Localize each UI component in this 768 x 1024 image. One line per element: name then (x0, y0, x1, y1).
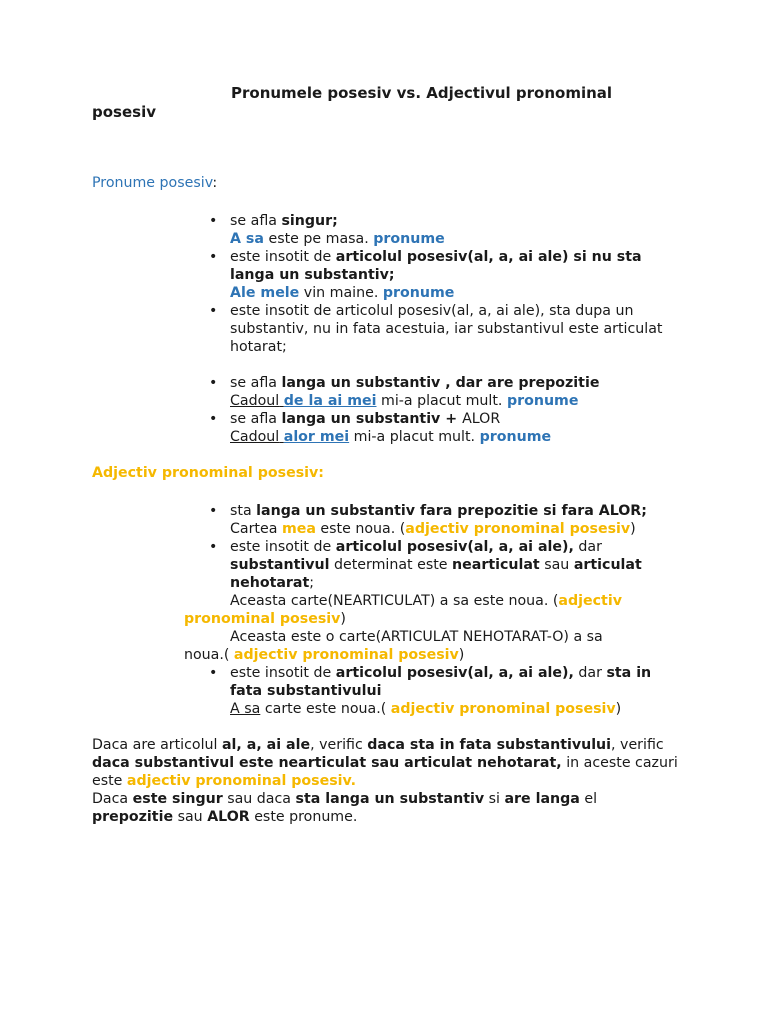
bullet-icon: • (209, 303, 218, 319)
bullet-icon: • (209, 375, 218, 391)
section-heading-adjectiv: Adjectiv pronominal posesiv: (92, 465, 324, 481)
list-item: • sta langa un substantiv fara prepozitie si fara ALOR; Cartea mea este noua. (adjectiv pronominal posesiv) (209, 503, 647, 537)
list-item: • se afla langa un substantiv , dar are prepozitie Cadoul de la ai mei mi-a placut mult. pronume (209, 375, 600, 409)
bullet-icon: • (209, 503, 218, 519)
document-page (92, 84, 682, 826)
summary-paragraph-2: Daca este singur sau daca sta langa un substantiv si are langa el prepozitie sau ALOR este pronume. (92, 791, 598, 825)
section-heading-pronume: Pronume posesiv: (92, 175, 218, 191)
document-title-continued: posesiv (92, 103, 156, 121)
list-item: • este insotit de articolul posesiv(al, a, ai ale), dar substantivul determinat este nearticulat sau articulat nehotarat; Aceasta carte(NEARTICULAT) a sa este noua. (adjectiv pronominal posesiv) Aceasta este o carte(ARTICULAT NEHOTARAT-O) a sa noua.( adjectiv pronominal posesiv) (184, 539, 642, 663)
pronume-rules-list (92, 212, 682, 446)
list-item: • este insotit de articolul posesiv(al, a, ai ale), sta dupa un substantiv, nu in fata acestuia, iar substantivul este articulat hotarat; (209, 303, 663, 355)
bullet-icon: • (209, 249, 218, 265)
list-item: • este insotit de articolul posesiv(al, a, ai ale), dar sta in fata substantivului A sa carte este noua.( adjectiv pronominal posesiv) (209, 665, 652, 717)
bullet-icon: • (209, 411, 218, 427)
bullet-icon: • (209, 539, 218, 555)
bullet-icon: • (209, 213, 218, 229)
summary-paragraph: Daca are articolul al, a, ai ale, verific daca sta in fata substantivului, verific daca substantivul este nearticulat sau articulat nehotarat, in aceste cazuri este adjectiv pronominal posesiv. (92, 737, 678, 789)
adjectiv-rules-list (92, 502, 682, 718)
list-item: • se afla langa un substantiv + ALOR Cadoul alor mei mi-a placut mult. pronume (209, 411, 552, 445)
document-title: Pronumele posesiv vs. Adjectivul pronominal (231, 84, 613, 102)
list-item: • se afla singur; A sa este pe masa. pronume (209, 213, 445, 247)
bullet-icon: • (209, 665, 218, 681)
list-item: • este insotit de articolul posesiv(al, a, ai ale) si nu sta langa un substantiv; Ale mele vin maine. pronume (209, 249, 642, 301)
